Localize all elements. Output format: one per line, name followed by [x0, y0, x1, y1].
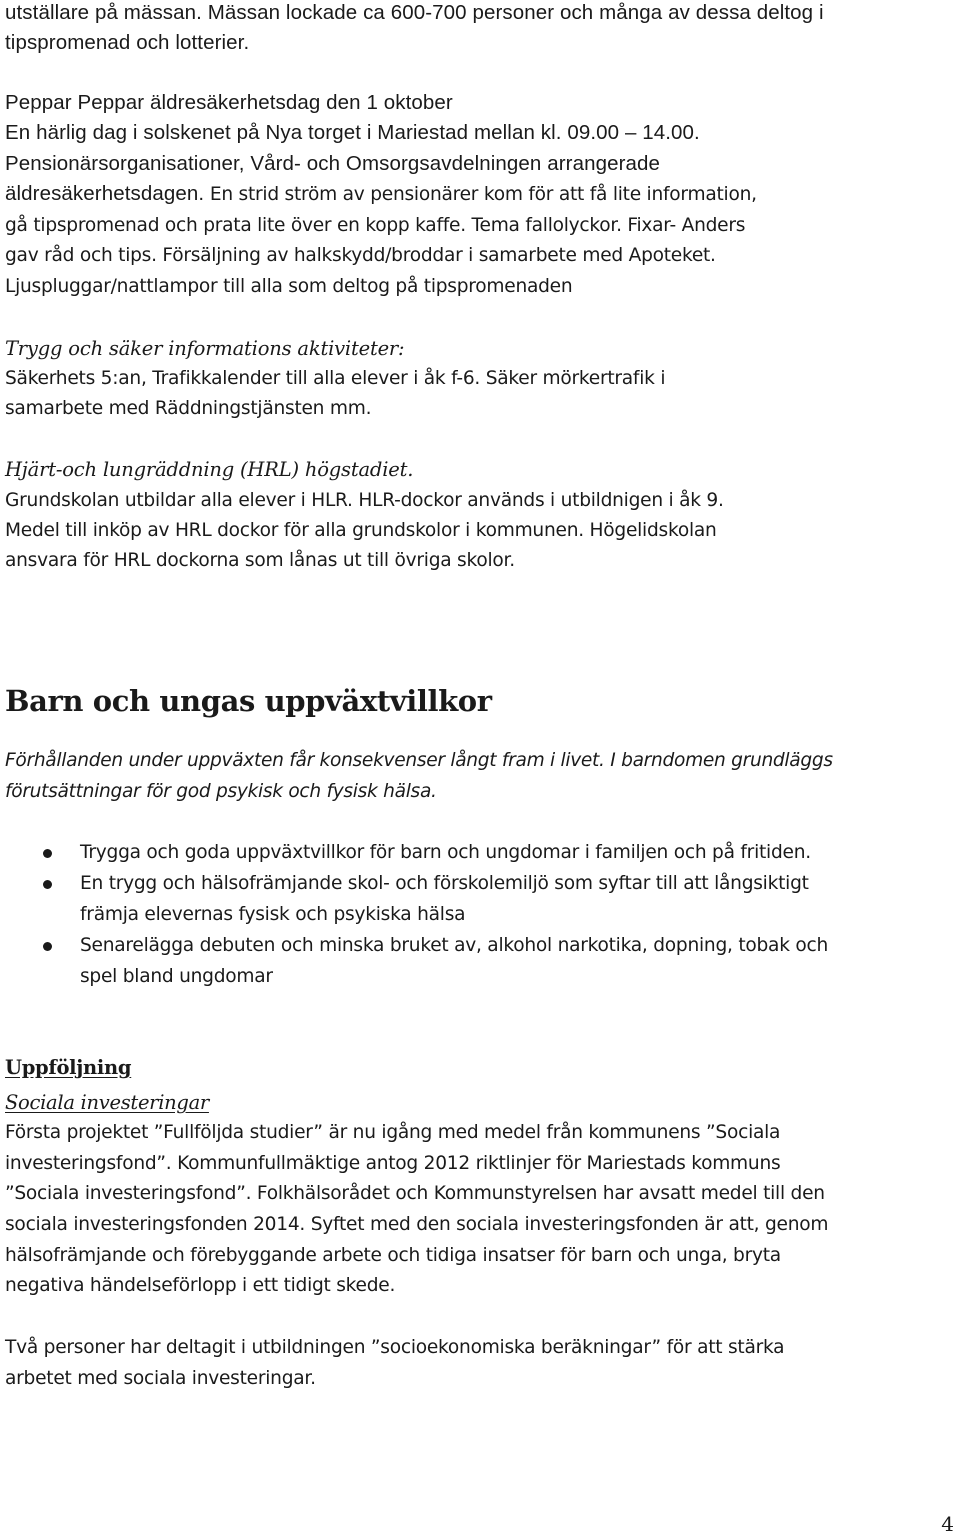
- peppar-line-1: En härlig dag i solskenet på Nya torget i Mariestad mellan kl. 09.00 – 14.00.: [5, 121, 700, 144]
- peppar-title: Peppar Peppar äldresäkerhetsdag den 1 oktober: [5, 91, 453, 114]
- sociala-investeringar-subheading: Sociala investeringar: [5, 1091, 209, 1114]
- trygg-line-1: Säkerhets 5:an, Trafikkalender till alla elever i åk f-6. Säker mörkertrafik i: [5, 368, 666, 389]
- peppar-line-6: Ljuspluggar/nattlampor till alla som deltog på tipspromenaden: [5, 276, 573, 297]
- barn-heading: Barn och ungas uppväxtvillkor: [5, 684, 492, 718]
- peppar-line-3: [5, 181, 757, 208]
- uppfoljning-para1-line-4: sociala investeringsfonden 2014. Syftet med den sociala investeringsfonden är att, genom: [5, 1214, 829, 1235]
- bullet-dot: [43, 880, 52, 889]
- bullet-1-line-1: Trygga och goda uppväxtvillkor för barn och ungdomar i familjen och på fritiden.: [80, 842, 811, 863]
- bullet-2-line-1: En trygg och hälsofrämjande skol- och förskolemiljö som syftar till att långsiktigt: [80, 873, 809, 894]
- trygg-line-2: samarbete med Räddningstjänsten mm.: [5, 398, 372, 419]
- hlr-line-3: ansvara för HRL dockorna som lånas ut till övriga skolor.: [5, 550, 515, 571]
- bullet-3-line-2: spel bland ungdomar: [80, 966, 273, 987]
- uppfoljning-para2-line-2: arbetet med sociala investeringar.: [5, 1368, 316, 1389]
- uppfoljning-heading: Uppföljning: [5, 1056, 132, 1079]
- barn-intro-line-1: Förhållanden under uppväxten får konsekvenser långt fram i livet. I barndomen grundläggs: [5, 750, 833, 771]
- bullet-2-line-2: främja elevernas fysisk och psykiska hälsa: [80, 904, 466, 925]
- uppfoljning-para2-line-1: Två personer har deltagit i utbildningen ”socioekonomiska beräkningar” för att stärka: [5, 1337, 785, 1358]
- uppfoljning-para1-line-5: hälsofrämjande och förebyggande arbete och tidiga insatser för barn och unga, bryta: [5, 1245, 781, 1266]
- peppar-line-3a: äldresäkerhetsdagen.: [5, 182, 205, 205]
- barn-intro-line-2: förutsättningar för god psykisk och fysisk hälsa.: [5, 781, 437, 802]
- hlr-title: Hjärt-och lungräddning (HRL) högstadiet.: [5, 458, 414, 481]
- trygg-title: Trygg och säker informations aktiviteter:: [5, 337, 405, 360]
- peppar-line-3b: En strid ström av pensionärer kom för att få lite information,: [204, 184, 757, 205]
- top-paragraph-line-1: utställare på mässan. Mässan lockade ca 600-700 personer och många av dessa deltog i: [5, 1, 824, 24]
- top-paragraph-line-2: tipspromenad och lotterier.: [5, 31, 250, 54]
- uppfoljning-para1-line-1: Första projektet ”Fullföljda studier” är nu igång med medel från kommunens ”Sociala: [5, 1122, 781, 1143]
- peppar-line-4: gå tipspromenad och prata lite över en kopp kaffe. Tema fallolyckor. Fixar- Anders: [5, 215, 746, 236]
- uppfoljning-para1-line-2: investeringsfond”. Kommunfullmäktige antog 2012 riktlinjer för Mariestads kommuns: [5, 1153, 781, 1174]
- bullet-3-line-1: Senarelägga debuten och minska bruket av, alkohol narkotika, dopning, tobak och: [80, 935, 829, 956]
- hlr-line-2: Medel till inköp av HRL dockor för alla grundskolor i kommunen. Högelidskolan: [5, 520, 717, 541]
- uppfoljning-para1-line-6: negativa händelseförlopp i ett tidigt skede.: [5, 1275, 396, 1296]
- hlr-line-1: Grundskolan utbildar alla elever i HLR. HLR-dockor används i utbildnigen i åk 9.: [5, 490, 724, 511]
- page-number: 4: [941, 1512, 954, 1536]
- bullet-dot: [43, 942, 52, 951]
- bullet-dot: [43, 849, 52, 858]
- peppar-line-2: Pensionärsorganisationer, Vård- och Omsorgsavdelningen arrangerade: [5, 152, 661, 175]
- uppfoljning-para1-line-3: ”Sociala investeringsfond”. Folkhälsorådet och Kommunstyrelsen har avsatt medel till den: [5, 1183, 825, 1204]
- peppar-line-5: gav råd och tips. Försäljning av halkskydd/broddar i samarbete med Apoteket.: [5, 245, 716, 266]
